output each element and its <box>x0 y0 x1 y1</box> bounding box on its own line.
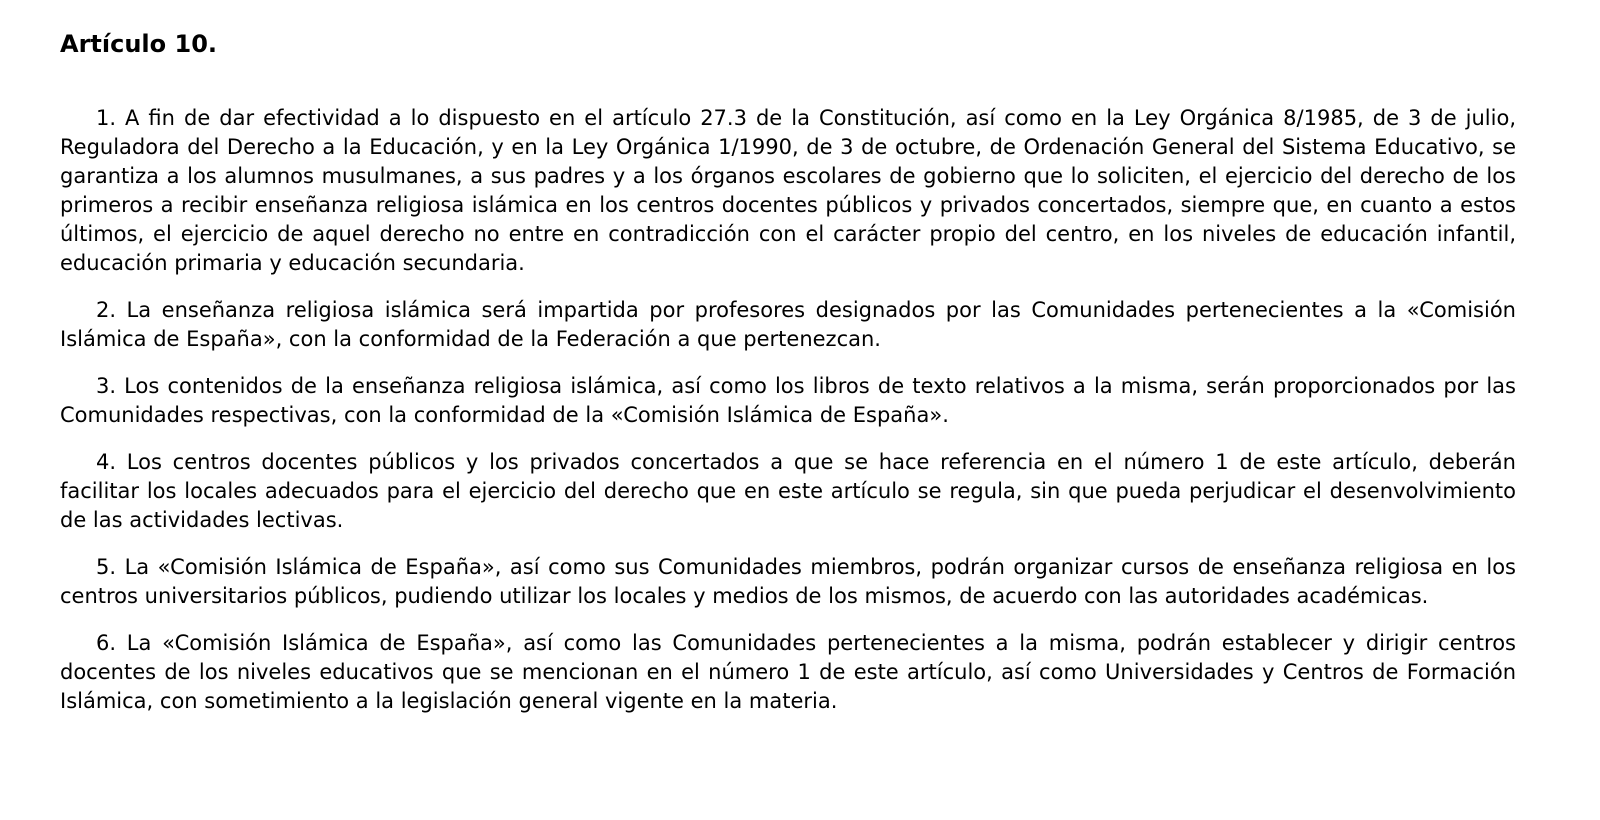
article-document <box>60 28 1516 734</box>
paragraph-4: 4. Los centros docentes públicos y los privados concertados a que se hace referencia en el número 1 de este artículo, deberán facilitar los locales adecuados para el ejercicio del derecho que en este artículo se regula, sin que pueda perjudicar el desenvolvimiento de las actividades lectivas. <box>60 450 1516 532</box>
paragraph-5: 5. La «Comisión Islámica de España», así como sus Comunidades miembros, podrán organizar cursos de enseñanza religiosa en los centros universitarios públicos, pudiendo utilizar los locales y medios de los mismos, de acuerdo con las autoridades académicas. <box>60 555 1516 608</box>
paragraph-1: 1. A fin de dar efectividad a lo dispuesto en el artículo 27.3 de la Constitución, así como en la Ley Orgánica 8/1985, de 3 de julio, Reguladora del Derecho a la Educación, y en la Ley Orgánica 1/1990, de 3 de octubre, de Ordenación General del Sistema Educativo, se garantiza a los alumnos musulmanes, a sus padres y a los órganos escolares de gobierno que lo soliciten, el ejercicio del derecho de los primeros a recibir enseñanza religiosa islámica en los centros docentes públicos y privados concertados, siempre que, en cuanto a estos últimos, el ejercicio de aquel derecho no entre en contradicción con el carácter propio del centro, en los niveles de educación infantil, educación primaria y educación secundaria. <box>60 106 1516 275</box>
paragraph-6: 6. La «Comisión Islámica de España», así como las Comunidades pertenecientes a la misma, podrán establecer y dirigir centros docentes de los niveles educativos que se mencionan en el número 1 de este artículo, así como Universidades y Centros de Formación Islámica, con sometimiento a la legislación general vigente en la materia. <box>60 631 1516 713</box>
article-title: Artículo 10. <box>60 30 218 58</box>
paragraph-2: 2. La enseñanza religiosa islámica será impartida por profesores designados por las Comunidades pertenecientes a la «Comisión Islámica de España», con la conformidad de la Federación a que pertenezcan. <box>60 298 1516 351</box>
paragraph-3: 3. Los contenidos de la enseñanza religiosa islámica, así como los libros de texto relativos a la misma, serán proporcionados por las Comunidades respectivas, con la conformidad de la «Comisión Islámica de España». <box>60 374 1516 427</box>
